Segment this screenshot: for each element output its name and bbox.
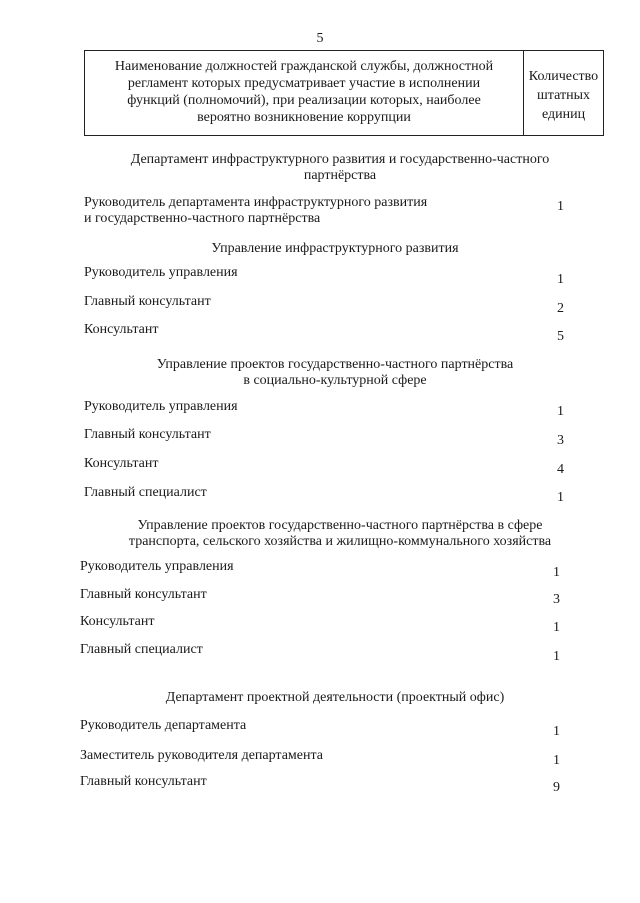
staff-count: 9 (553, 780, 560, 795)
position-name: Консультант (84, 456, 159, 471)
position-name-line: и государственно-частного партнёрства (84, 211, 321, 226)
position-name: Консультант (84, 322, 159, 337)
header-count-cell (524, 51, 603, 135)
header-line: штатных (537, 88, 590, 103)
position-name: Консультант (80, 614, 155, 629)
position-name: Главный специалист (84, 485, 207, 500)
position-name: Руководитель департамента (80, 718, 247, 733)
position-name: Заместитель руководителя департамента (80, 748, 323, 763)
header-line: регламент которых предусматривает участие в исполнении (127, 76, 481, 91)
section-title-line: в социально-культурной сфере (243, 373, 427, 388)
staff-count: 1 (557, 404, 564, 419)
staff-count: 2 (557, 301, 564, 316)
staff-count: 1 (557, 272, 564, 287)
section-title (80, 357, 590, 389)
table-header (84, 50, 604, 136)
section-title-line: Департамент инфраструктурного развития и государственно-частного (130, 152, 550, 167)
section-title-line: Управление проектов государственно-частного партнёрства (156, 357, 514, 372)
staff-count: 3 (557, 433, 564, 448)
section-title-line: Департамент проектной деятельности (проектный офис) (165, 690, 505, 705)
section-title-line: транспорта, сельского хозяйства и жилищно-коммунального хозяйства (128, 534, 552, 549)
position-name: Руководитель управления (84, 265, 238, 280)
position-name: Главный специалист (80, 642, 203, 657)
staff-count: 1 (553, 620, 560, 635)
header-line: Количество (528, 69, 599, 84)
position-name: Главный консультант (80, 774, 207, 789)
position-name: Руководитель управления (84, 399, 238, 414)
header-position-name-cell (85, 51, 524, 135)
position-name: Главный консультант (80, 587, 207, 602)
page-number: 5 (316, 31, 324, 46)
position-name: Главный консультант (84, 294, 211, 309)
section-title (70, 518, 610, 550)
position-name (84, 195, 427, 227)
staff-count: 1 (553, 649, 560, 664)
staff-count: 4 (557, 462, 564, 477)
header-line: вероятно возникновение коррупции (197, 110, 411, 125)
staff-count: 1 (553, 753, 560, 768)
position-name-line: Руководитель департамента инфраструктурного развития (84, 195, 428, 210)
staff-count: 1 (553, 565, 560, 580)
section-title (70, 152, 610, 184)
section-title-line: Управление инфраструктурного развития (211, 241, 459, 256)
position-name: Руководитель управления (80, 559, 234, 574)
staff-count: 5 (557, 329, 564, 344)
header-line: функций (полномочий), при реализации которых, наиболее (127, 93, 481, 108)
section-title (80, 690, 590, 706)
position-name: Главный консультант (84, 427, 211, 442)
staff-count: 3 (553, 592, 560, 607)
staff-count: 1 (557, 199, 564, 214)
staff-count: 1 (557, 490, 564, 505)
section-title-line: Управление проектов государственно-частного партнёрства в сфере (137, 518, 543, 533)
header-line: Наименование должностей гражданской службы, должностной (114, 59, 494, 74)
section-title (80, 241, 590, 257)
staff-count: 1 (553, 724, 560, 739)
header-line: единиц (541, 107, 586, 122)
section-title-line: партнёрства (303, 168, 377, 183)
